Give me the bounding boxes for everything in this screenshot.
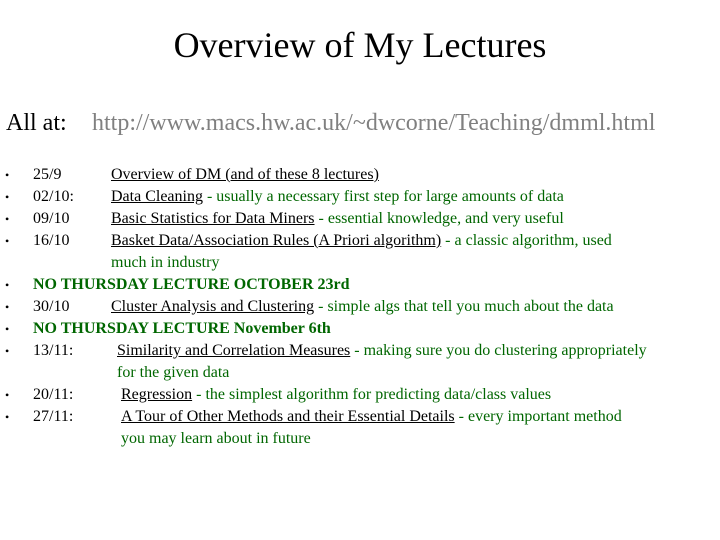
lecture-description: - usually a necessary first step for large amounts of data xyxy=(202,188,564,205)
lecture-topic[interactable]: Regression xyxy=(121,386,193,403)
bullet: • xyxy=(5,322,10,336)
lecture-description-continued: you may learn about in future xyxy=(121,430,311,447)
bullet: • xyxy=(5,344,10,358)
lecture-item xyxy=(0,384,720,406)
lecture-topic[interactable]: Basic Statistics for Data Miners xyxy=(111,210,315,227)
lecture-date: 09/10 xyxy=(33,210,70,227)
lecture-item xyxy=(0,208,720,230)
lecture-item-continuation xyxy=(0,252,720,274)
bullet: • xyxy=(5,212,10,226)
lecture-description: - a classic algorithm, used xyxy=(441,232,612,249)
lecture-item xyxy=(0,230,720,252)
lecture-topic[interactable]: A Tour of Other Methods and their Essential Details xyxy=(121,408,455,425)
slide-title: Overview of My Lectures xyxy=(173,25,547,65)
lecture-topic[interactable]: Cluster Analysis and Clustering xyxy=(111,298,315,315)
lecture-date: 02/10: xyxy=(33,188,74,205)
lecture-date: 25/9 xyxy=(33,166,62,183)
no-lecture-notice: NO THURSDAY LECTURE November 6th xyxy=(33,320,331,337)
lecture-topic[interactable]: Data Cleaning xyxy=(111,188,203,205)
lecture-topic[interactable]: Overview of DM (and of these 8 lectures) xyxy=(111,166,379,183)
lecture-item-continuation xyxy=(0,428,720,450)
lecture-topic[interactable]: Basket Data/Association Rules (A Priori algorithm) xyxy=(111,232,442,249)
lecture-topic[interactable]: Similarity and Correlation Measures xyxy=(117,342,351,359)
lecture-date: 16/10 xyxy=(33,232,70,249)
course-url-link[interactable]: http://www.macs.hw.ac.uk/~dwcorne/Teaching/dmml.html xyxy=(92,110,656,136)
all-at-label: All at: xyxy=(6,110,67,136)
no-lecture-notice: NO THURSDAY LECTURE OCTOBER 23rd xyxy=(33,276,350,293)
bullet: • xyxy=(5,168,10,182)
bullet: • xyxy=(5,388,10,402)
lecture-item xyxy=(0,406,720,428)
lecture-description: - every important method xyxy=(454,408,622,425)
lecture-date: 30/10 xyxy=(33,298,70,315)
bullet: • xyxy=(5,190,10,204)
notice-item xyxy=(0,318,720,340)
lecture-date: 13/11: xyxy=(33,342,74,359)
lecture-item-continuation xyxy=(0,362,720,384)
bullet: • xyxy=(5,410,10,424)
bullet: • xyxy=(5,300,10,314)
lecture-description: - making sure you do clustering appropriately xyxy=(350,342,647,359)
bullet: • xyxy=(5,278,10,292)
lecture-item xyxy=(0,186,720,208)
notice-item xyxy=(0,274,720,296)
lecture-item xyxy=(0,340,720,362)
lecture-description: - the simplest algorithm for predicting data/class values xyxy=(192,386,552,403)
lecture-item xyxy=(0,164,720,186)
lecture-date: 20/11: xyxy=(33,386,74,403)
lecture-date: 27/11: xyxy=(33,408,74,425)
bullet: • xyxy=(5,234,10,248)
course-url-line xyxy=(6,110,656,137)
lecture-description: - simple algs that tell you much about the data xyxy=(314,298,614,315)
lecture-description: - essential knowledge, and very useful xyxy=(314,210,564,227)
lecture-description-continued: much in industry xyxy=(111,254,220,271)
lecture-description-continued: for the given data xyxy=(117,364,230,381)
lecture-item xyxy=(0,296,720,318)
